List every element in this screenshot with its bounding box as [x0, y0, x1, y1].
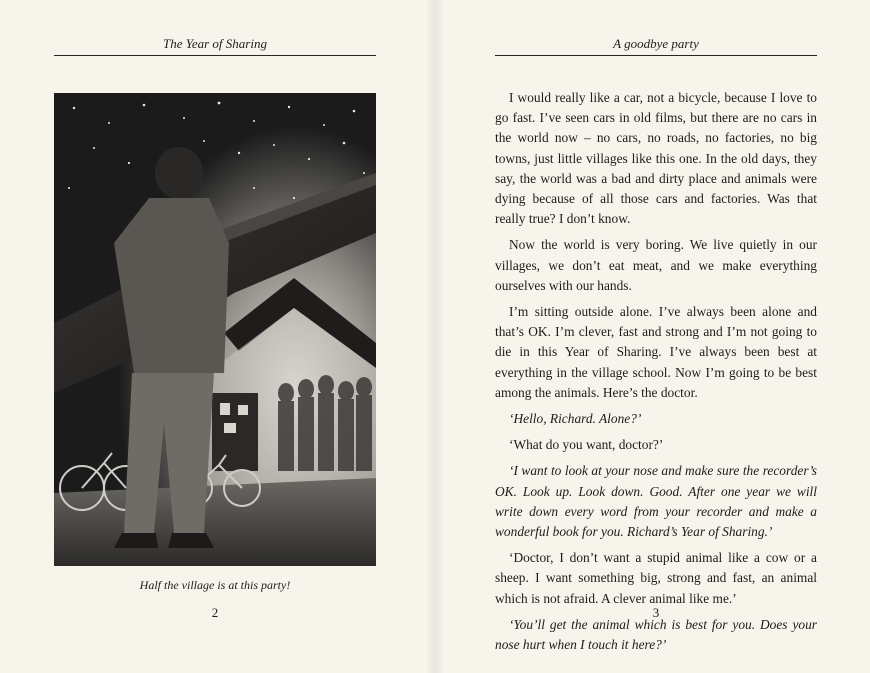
illustration-drawing: [54, 93, 376, 566]
dialogue-line: ‘Hello, Richard. Alone?’: [509, 411, 642, 427]
page-number-right: 3: [652, 605, 660, 620]
dialogue-line: ‘What do you want, doctor?’: [509, 437, 664, 453]
paragraph: Now the world is very boring. We live quietly in our villages, we don’t eat meat, and we make everything ourselves with our hands.: [495, 237, 817, 293]
dialogue-line: ‘I want to look at your nose and make sure the recorder’s OK. Look up. Look down. Good. After one year we will write down every word from your recorder and make a wonderful book for you. Richard’s Year of Sharing.’: [495, 463, 817, 540]
header-rule-right: [495, 55, 817, 56]
dialogue-line: ‘Doctor, I don’t want a stupid animal like a cow or a sheep. I want something big, strong and fast, an animal which is not afraid. A clever animal like me.’: [495, 550, 817, 606]
paragraph: I would really like a car, not a bicycle, because I love to go fast. I’ve seen cars in old films, but there are no cars in the world now – no cars, no roads, no factories, no big towns, just little villages like this one. In the old days, they say, the world was a bad and dirty place and animals were dying because of all those cars and factories. Was that really true? I don’t know.: [495, 90, 817, 227]
page-number-left: 2: [211, 605, 219, 620]
header-rule-left: [54, 55, 376, 56]
running-head-right: A goodbye party: [613, 36, 699, 51]
crowd: [278, 375, 372, 471]
dialogue-line: ‘You’ll get the animal which is best for you. Does your nose hurt when I touch it here?’: [495, 616, 817, 653]
body-text: [495, 88, 817, 655]
paragraph: I’m sitting outside alone. I’ve always been alone and that’s OK. I’m clever, fast and strong and I’m not going to die in this Year of Sharing. I’ve always been best at everything in the village school. Now I’m going to be best among the animals. Here’s the doctor.: [495, 304, 817, 400]
right-page: [435, 0, 870, 673]
running-head-left: The Year of Sharing: [163, 36, 267, 51]
illustration-caption: Half the village is at this party!: [139, 578, 291, 592]
illustration: [54, 93, 376, 566]
